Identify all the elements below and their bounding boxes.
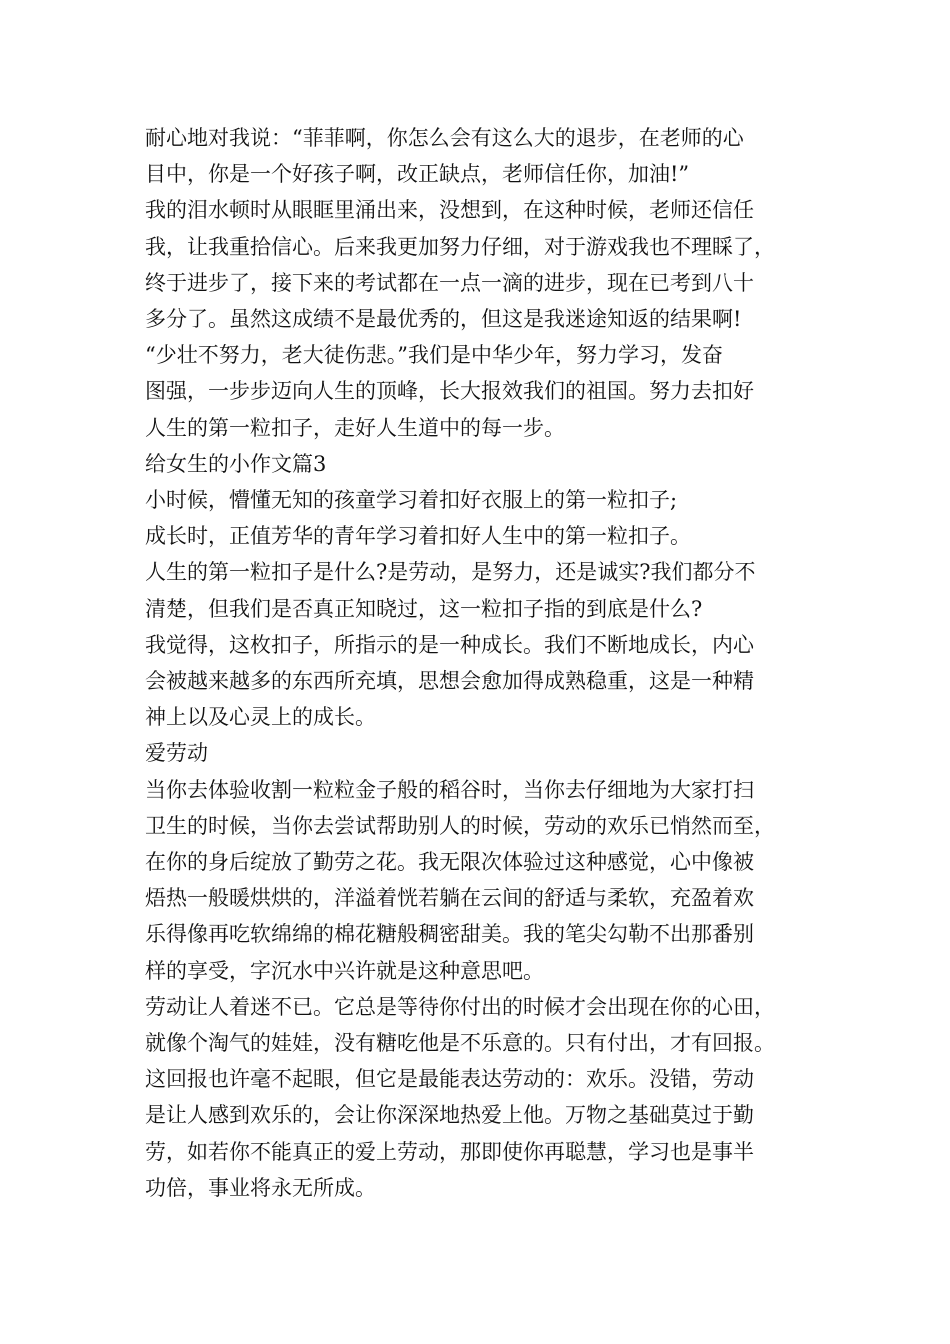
text-line: 多分了。虽然这成绩不是最优秀的，但这是我迷途知返的结果啊! <box>145 307 742 332</box>
text-line: 我觉得，这枚扣子，所指示的是一种成长。我们不断地成长，内心 <box>145 632 754 657</box>
text-line: 人生的第一粒扣子，走好人生道中的每一步。 <box>145 415 565 440</box>
paragraph <box>145 554 845 626</box>
text-line: 终于进步了，接下来的考试都在一点一滴的进步，现在已考到八十 <box>145 270 754 295</box>
text-line: 当你去体验收割一粒粒金子般的稻谷时，当你去仔细地为大家打扫 <box>145 777 754 802</box>
text-line: 成长时，正值芳华的青年学习着扣好人生中的第一粒扣子。 <box>145 524 691 549</box>
text-line: 会被越来越多的东西所充填，思想会愈加得成熟稳重，这是一种精 <box>145 669 754 694</box>
text-line: 在你的身后绽放了勤劳之花。我无限次体验过这种感觉，心中像被 <box>145 850 754 875</box>
document-body <box>145 120 845 1206</box>
text-line: 神上以及心灵上的成长。 <box>145 705 376 730</box>
text-line: 是让人感到欢乐的，会让你深深地热爱上他。万物之基础莫过于勤 <box>145 1103 754 1128</box>
text-line: 爱劳动 <box>145 741 208 766</box>
paragraph <box>145 192 845 337</box>
paragraph <box>145 989 845 1206</box>
text-line: 目中，你是一个好孩子啊，改正缺点，老师信任你，加油!” <box>145 162 690 187</box>
paragraph <box>145 337 845 446</box>
paragraph <box>145 518 845 554</box>
text-line: 这回报也许毫不起眼，但它是最能表达劳动的：欢乐。没错，劳动 <box>145 1067 754 1092</box>
text-line: 我，让我重拾信心。后来我更加努力仔细，对于游戏我也不理睬了， <box>145 234 775 259</box>
text-line: 劳动让人着迷不已。它总是等待你付出的时候才会出现在你的心田， <box>145 994 775 1019</box>
text-line: 劳，如若你不能真正的爱上劳动，那即使你再聪慧，学习也是事半 <box>145 1139 754 1164</box>
text-line: 清楚，但我们是否真正知晓过，这一粒扣子指的到底是什么? <box>145 596 703 621</box>
text-line: 乐得像再吃软绵绵的棉花糖般稠密甜美。我的笔尖勾勒不出那番别 <box>145 922 754 947</box>
text-line: 小时候，懵懂无知的孩童学习着扣好衣服上的第一粒扣子; <box>145 488 678 513</box>
paragraph <box>145 120 845 192</box>
text-line: 我的泪水顿时从眼眶里涌出来，没想到，在这种时候，老师还信任 <box>145 198 754 223</box>
text-line: 图强，一步步迈向人生的顶峰，长大报效我们的祖国。努力去扣好 <box>145 379 754 404</box>
paragraph <box>145 735 845 771</box>
text-line: “少壮不努力，老大徒伤悲。”我们是中华少年，努力学习，发奋 <box>145 343 723 368</box>
paragraph <box>145 482 845 518</box>
text-line: 样的享受，字沉水中兴许就是这种意思吧。 <box>145 958 544 983</box>
paragraph <box>145 772 845 989</box>
paragraph <box>145 627 845 736</box>
text-line: 卫生的时候，当你去尝试帮助别人的时候，劳动的欢乐已悄然而至， <box>145 813 775 838</box>
text-line: 焐热一般暖烘烘的，洋溢着恍若躺在云间的舒适与柔软，充盈着欢 <box>145 886 754 911</box>
text-line: 人生的第一粒扣子是什么?是劳动，是努力，还是诚实?我们都分不 <box>145 560 756 585</box>
text-line: 耐心地对我说：“菲菲啊，你怎么会有这么大的退步，在老师的心 <box>145 126 744 150</box>
text-line: 给女生的小作文篇3 <box>145 451 327 476</box>
paragraph <box>145 446 845 482</box>
text-line: 功倍，事业将永无所成。 <box>145 1175 376 1200</box>
text-line: 就像个淘气的娃娃，没有糖吃他是不乐意的。只有付出，才有回报。 <box>145 1031 775 1056</box>
